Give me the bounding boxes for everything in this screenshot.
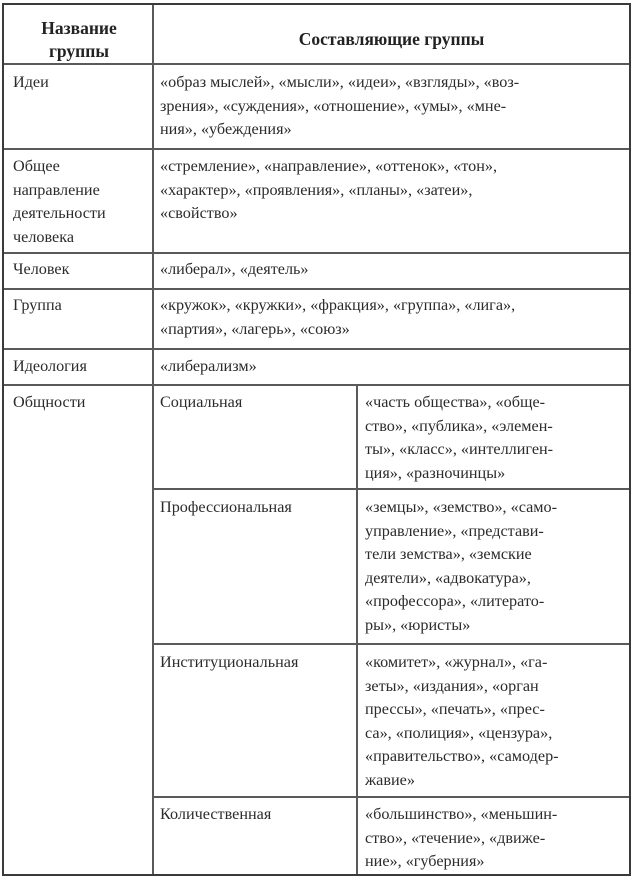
line: ство», «течение», «движе- xyxy=(365,828,546,847)
line: деятельности xyxy=(13,204,106,222)
line: «либерализм» xyxy=(160,357,257,375)
row-ideas-components xyxy=(160,71,622,142)
line: ния», «убеждения» xyxy=(160,120,292,138)
row-divider xyxy=(4,384,629,386)
line: «характер», «проявления», «планы», «затеи», xyxy=(160,180,473,199)
line: Общее xyxy=(13,157,60,175)
row-person-name: Человек xyxy=(13,260,70,278)
row-ideology-components xyxy=(160,355,622,379)
line: управление», «представи- xyxy=(365,521,544,540)
line: человека xyxy=(13,227,75,246)
row-group-components xyxy=(160,294,622,341)
line: «свойство» xyxy=(160,204,238,222)
row-divider xyxy=(4,148,629,150)
header-group-name-line1: Название xyxy=(41,18,117,38)
line: «профессора», «литерато- xyxy=(365,592,545,610)
line: ты», «класс», «интеллиген- xyxy=(365,440,554,458)
subgroup-professional-name: Профессиональная xyxy=(160,498,292,516)
line: «земцы», «земство», «само- xyxy=(365,498,558,516)
row-divider xyxy=(4,252,629,254)
line: «образ мыслей», «мысли», «идеи», «взгляды», «воз- xyxy=(160,73,520,91)
line: «большинство», «меньшин- xyxy=(365,805,558,823)
row-divider xyxy=(4,348,629,350)
line: деятели», «адвокатура», xyxy=(365,568,531,587)
subgroup-institutional-name: Институциональная xyxy=(160,653,299,671)
line: са», «полиция», «цензура», xyxy=(365,723,553,742)
line: ция», «разночинцы» xyxy=(365,463,506,482)
column-divider-sub xyxy=(356,384,358,874)
line: ры», «юристы» xyxy=(365,615,471,634)
header-group-name xyxy=(4,17,154,63)
subgroup-institutional-components xyxy=(365,651,622,792)
subgroup-social-components xyxy=(365,391,622,485)
subgroup-professional-components xyxy=(365,496,622,637)
line: «правительство», «самодер- xyxy=(365,747,559,765)
line: «либерал», «деятель» xyxy=(160,260,309,278)
line: ство», «публика», «элемен- xyxy=(365,416,553,435)
line: «стремление», «направление», «оттенок», «тон», xyxy=(160,157,498,175)
subgroup-quantitative-components xyxy=(365,803,622,874)
line: жавие» xyxy=(365,770,415,789)
row-divider xyxy=(4,288,629,290)
row-divider xyxy=(152,488,629,490)
line: прессы», «печать», «прес- xyxy=(365,700,545,718)
line: зеты», «издания», «орган xyxy=(365,676,539,695)
row-divider xyxy=(152,796,629,798)
header-group-name-line2: группы xyxy=(48,41,110,61)
row-group-name: Группа xyxy=(13,296,62,314)
column-divider-main xyxy=(152,5,154,874)
group-components-table xyxy=(2,3,631,876)
line: «партия», «лагерь», «союз» xyxy=(160,319,350,338)
row-divider xyxy=(4,63,629,65)
line: «часть общества», «обще- xyxy=(365,393,546,411)
row-person-components xyxy=(160,258,622,282)
row-ideas-name: Идеи xyxy=(13,73,49,91)
subgroup-social-name: Социальная xyxy=(160,393,243,411)
row-direction-name xyxy=(13,155,148,249)
line: тели земства», «земские xyxy=(365,545,532,563)
row-divider xyxy=(152,643,629,645)
row-communities-name: Общности xyxy=(13,393,86,411)
header-components: Составляющие группы xyxy=(298,29,485,49)
row-direction-components xyxy=(160,155,622,226)
line: направление xyxy=(13,180,100,199)
line: зрения», «суждения», «отношение», «умы», «мне- xyxy=(160,96,507,115)
row-ideology-name: Идеология xyxy=(13,357,87,375)
line: «комитет», «журнал», «га- xyxy=(365,653,548,671)
line: ние», «губерния» xyxy=(365,852,485,870)
subgroup-quantitative-name: Количественная xyxy=(160,805,272,823)
line: «кружок», «кружки», «фракция», «группа», «лига», xyxy=(160,296,516,314)
